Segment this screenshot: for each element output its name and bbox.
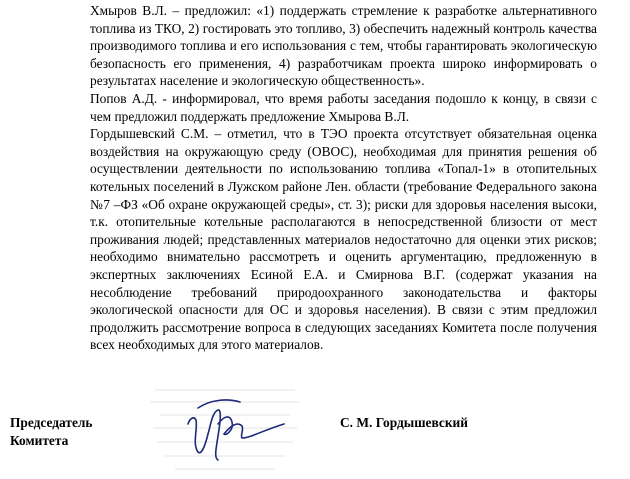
handwritten-signature [180,394,290,464]
paragraph-popov: Попов А.Д. - информировал, что время работы заседания подошло к концу, в связи с чем предложил поддержать предложение Хмырова В.Л. [90,90,597,124]
chairman-name: С. М. Гордышевский [340,415,468,430]
paragraph-gordyshevsky: Гордышевский С.М. – отметил, что в ТЭО проекта отсутствует обязательная оценка воздействия на окружающую среду (ОВОС), необходимая для принятия решения об осуществлении деятельности по использованию топлива «Топал-1» в отопительных котельных поселений в Лужском районе Лен. области (требование Федерального закона №7 –ФЗ «Об охране окружающей среды», ст. 3); риски для здоровья населения высоки, т.к. отопительные котельные располагаются в непосредственной близости от мест проживания людей; представленных материалов недостаточно для оценки этих рисков; необходимо внимательно рассмотреть и оценить аргументацию, предложенную в экспертных заключениях Есиной Е.А. и Смирнова В.Г. (содержат указания на несоблюдение требований природоохранного законодательства и факторы экологической опасности для ОС и здоровья населения). В связи с этим предложил продолжить рассмотрение вопроса в следующих заседаниях Комитета после получения всех необходимых для этого материалов. [90,126,597,353]
role-line-2: Комитета [10,432,69,448]
chairman-title [10,414,93,449]
minutes-text [90,2,597,354]
paragraph-khmyrov: Хмыров В.Л. – предложил: «1) поддержать стремление к разработке альтернативного топлива из ТКО, 2) гостировать это топливо, 3) обеспечить надежный контроль качества производимого топлива и его использования с тем, чтобы гарантировать экологическую безопасность его применения, 4) разработчикам проекта широко информировать о результатах население и экологическую общественность». [90,3,597,89]
signature-block [0,414,630,479]
role-line-1: Председатель [10,415,93,430]
